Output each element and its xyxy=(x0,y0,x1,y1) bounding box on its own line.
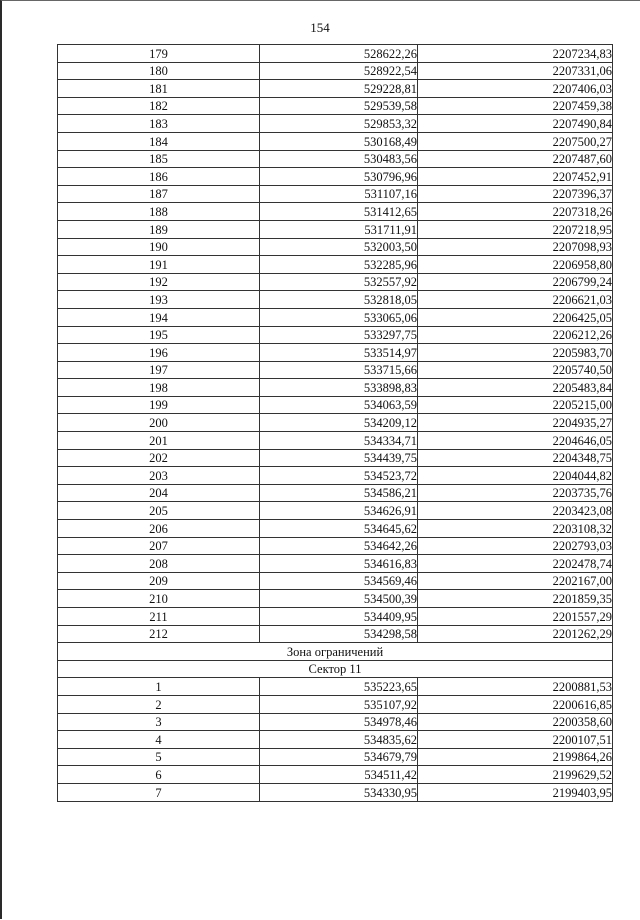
y-coordinate-cell: 2201557,29 xyxy=(418,608,613,626)
table-body-main xyxy=(58,45,613,643)
x-coordinate-cell: 533065,06 xyxy=(260,308,418,326)
table-row xyxy=(58,308,613,326)
table-row xyxy=(58,520,613,538)
y-coordinate-cell: 2202167,00 xyxy=(418,572,613,590)
x-coordinate-cell: 530796,96 xyxy=(260,168,418,186)
y-coordinate-cell: 2207396,37 xyxy=(418,185,613,203)
y-coordinate-cell: 2203735,76 xyxy=(418,484,613,502)
y-coordinate-cell: 2207487,60 xyxy=(418,150,613,168)
y-coordinate-cell: 2206799,24 xyxy=(418,273,613,291)
x-coordinate-cell: 532818,05 xyxy=(260,291,418,309)
point-number-cell: 3 xyxy=(58,713,260,731)
table-row xyxy=(58,326,613,344)
y-coordinate-cell: 2206621,03 xyxy=(418,291,613,309)
table-row xyxy=(58,80,613,98)
x-coordinate-cell: 534511,42 xyxy=(260,766,418,784)
point-number-cell: 191 xyxy=(58,256,260,274)
x-coordinate-cell: 534439,75 xyxy=(260,449,418,467)
x-coordinate-cell: 534679,79 xyxy=(260,748,418,766)
x-coordinate-cell: 534334,71 xyxy=(260,432,418,450)
table-row xyxy=(58,731,613,749)
y-coordinate-cell: 2200616,85 xyxy=(418,695,613,713)
point-number-cell: 208 xyxy=(58,555,260,573)
table-row xyxy=(58,132,613,150)
sector-title-row xyxy=(58,660,613,678)
x-coordinate-cell: 534645,62 xyxy=(260,520,418,538)
x-coordinate-cell: 534500,39 xyxy=(260,590,418,608)
point-number-cell: 207 xyxy=(58,537,260,555)
table-body-sector xyxy=(58,678,613,801)
point-number-cell: 197 xyxy=(58,361,260,379)
y-coordinate-cell: 2207218,95 xyxy=(418,220,613,238)
x-coordinate-cell: 534523,72 xyxy=(260,467,418,485)
table-section-headers xyxy=(58,643,613,678)
point-number-cell: 196 xyxy=(58,344,260,362)
table-row xyxy=(58,150,613,168)
table-row xyxy=(58,256,613,274)
x-coordinate-cell: 529539,58 xyxy=(260,97,418,115)
y-coordinate-cell: 2206958,80 xyxy=(418,256,613,274)
x-coordinate-cell: 534298,58 xyxy=(260,625,418,643)
x-coordinate-cell: 533297,75 xyxy=(260,326,418,344)
x-coordinate-cell: 529228,81 xyxy=(260,80,418,98)
point-number-cell: 203 xyxy=(58,467,260,485)
table-row xyxy=(58,678,613,696)
x-coordinate-cell: 531711,91 xyxy=(260,220,418,238)
table-row xyxy=(58,238,613,256)
y-coordinate-cell: 2207500,27 xyxy=(418,132,613,150)
zone-title: Зона ограничений xyxy=(58,643,613,661)
y-coordinate-cell: 2207318,26 xyxy=(418,203,613,221)
x-coordinate-cell: 534835,62 xyxy=(260,731,418,749)
x-coordinate-cell: 529853,32 xyxy=(260,115,418,133)
point-number-cell: 205 xyxy=(58,502,260,520)
y-coordinate-cell: 2204348,75 xyxy=(418,449,613,467)
point-number-cell: 212 xyxy=(58,625,260,643)
table-row xyxy=(58,748,613,766)
x-coordinate-cell: 531412,65 xyxy=(260,203,418,221)
point-number-cell: 189 xyxy=(58,220,260,238)
point-number-cell: 199 xyxy=(58,396,260,414)
x-coordinate-cell: 534616,83 xyxy=(260,555,418,573)
y-coordinate-cell: 2204044,82 xyxy=(418,467,613,485)
table-row xyxy=(58,713,613,731)
y-coordinate-cell: 2203423,08 xyxy=(418,502,613,520)
x-coordinate-cell: 532557,92 xyxy=(260,273,418,291)
point-number-cell: 210 xyxy=(58,590,260,608)
x-coordinate-cell: 528922,54 xyxy=(260,62,418,80)
point-number-cell: 186 xyxy=(58,168,260,186)
point-number-cell: 179 xyxy=(58,45,260,63)
table-row xyxy=(58,502,613,520)
table-row xyxy=(58,361,613,379)
y-coordinate-cell: 2201859,35 xyxy=(418,590,613,608)
y-coordinate-cell: 2205740,50 xyxy=(418,361,613,379)
table-row xyxy=(58,766,613,784)
table-row xyxy=(58,291,613,309)
x-coordinate-cell: 531107,16 xyxy=(260,185,418,203)
x-coordinate-cell: 533898,83 xyxy=(260,379,418,397)
table-row xyxy=(58,414,613,432)
point-number-cell: 187 xyxy=(58,185,260,203)
table-row xyxy=(58,537,613,555)
y-coordinate-cell: 2207234,83 xyxy=(418,45,613,63)
point-number-cell: 7 xyxy=(58,783,260,801)
y-coordinate-cell: 2207490,84 xyxy=(418,115,613,133)
point-number-cell: 4 xyxy=(58,731,260,749)
x-coordinate-cell: 532285,96 xyxy=(260,256,418,274)
point-number-cell: 2 xyxy=(58,695,260,713)
x-coordinate-cell: 535107,92 xyxy=(260,695,418,713)
y-coordinate-cell: 2207459,38 xyxy=(418,97,613,115)
point-number-cell: 195 xyxy=(58,326,260,344)
point-number-cell: 193 xyxy=(58,291,260,309)
coordinates-table xyxy=(57,44,613,802)
y-coordinate-cell: 2207406,03 xyxy=(418,80,613,98)
table-row xyxy=(58,115,613,133)
y-coordinate-cell: 2205483,84 xyxy=(418,379,613,397)
point-number-cell: 206 xyxy=(58,520,260,538)
table-row xyxy=(58,590,613,608)
x-coordinate-cell: 530483,56 xyxy=(260,150,418,168)
x-coordinate-cell: 535223,65 xyxy=(260,678,418,696)
point-number-cell: 188 xyxy=(58,203,260,221)
table-row xyxy=(58,379,613,397)
table-row xyxy=(58,62,613,80)
y-coordinate-cell: 2200881,53 xyxy=(418,678,613,696)
point-number-cell: 181 xyxy=(58,80,260,98)
x-coordinate-cell: 532003,50 xyxy=(260,238,418,256)
y-coordinate-cell: 2207098,93 xyxy=(418,238,613,256)
table-row xyxy=(58,467,613,485)
x-coordinate-cell: 534642,26 xyxy=(260,537,418,555)
table-row xyxy=(58,97,613,115)
zone-title-row xyxy=(58,643,613,661)
point-number-cell: 194 xyxy=(58,308,260,326)
point-number-cell: 201 xyxy=(58,432,260,450)
y-coordinate-cell: 2201262,29 xyxy=(418,625,613,643)
table-row xyxy=(58,625,613,643)
point-number-cell: 184 xyxy=(58,132,260,150)
x-coordinate-cell: 534330,95 xyxy=(260,783,418,801)
point-number-cell: 200 xyxy=(58,414,260,432)
y-coordinate-cell: 2199864,26 xyxy=(418,748,613,766)
x-coordinate-cell: 534569,46 xyxy=(260,572,418,590)
point-number-cell: 185 xyxy=(58,150,260,168)
point-number-cell: 6 xyxy=(58,766,260,784)
y-coordinate-cell: 2206212,26 xyxy=(418,326,613,344)
x-coordinate-cell: 534063,59 xyxy=(260,396,418,414)
y-coordinate-cell: 2207331,06 xyxy=(418,62,613,80)
x-coordinate-cell: 534209,12 xyxy=(260,414,418,432)
table-row xyxy=(58,484,613,502)
table-row xyxy=(58,555,613,573)
point-number-cell: 182 xyxy=(58,97,260,115)
point-number-cell: 204 xyxy=(58,484,260,502)
point-number-cell: 202 xyxy=(58,449,260,467)
y-coordinate-cell: 2199403,95 xyxy=(418,783,613,801)
table-row xyxy=(58,432,613,450)
point-number-cell: 211 xyxy=(58,608,260,626)
x-coordinate-cell: 534978,46 xyxy=(260,713,418,731)
x-coordinate-cell: 528622,26 xyxy=(260,45,418,63)
point-number-cell: 5 xyxy=(58,748,260,766)
point-number-cell: 198 xyxy=(58,379,260,397)
x-coordinate-cell: 533514,97 xyxy=(260,344,418,362)
point-number-cell: 192 xyxy=(58,273,260,291)
x-coordinate-cell: 534586,21 xyxy=(260,484,418,502)
y-coordinate-cell: 2205215,00 xyxy=(418,396,613,414)
point-number-cell: 190 xyxy=(58,238,260,256)
table-row xyxy=(58,783,613,801)
table-row xyxy=(58,168,613,186)
table-row xyxy=(58,185,613,203)
y-coordinate-cell: 2204646,05 xyxy=(418,432,613,450)
point-number-cell: 183 xyxy=(58,115,260,133)
y-coordinate-cell: 2202478,74 xyxy=(418,555,613,573)
point-number-cell: 1 xyxy=(58,678,260,696)
table-row xyxy=(58,203,613,221)
y-coordinate-cell: 2206425,05 xyxy=(418,308,613,326)
y-coordinate-cell: 2207452,91 xyxy=(418,168,613,186)
x-coordinate-cell: 534626,91 xyxy=(260,502,418,520)
table-row xyxy=(58,695,613,713)
table-row xyxy=(58,45,613,63)
y-coordinate-cell: 2204935,27 xyxy=(418,414,613,432)
y-coordinate-cell: 2203108,32 xyxy=(418,520,613,538)
y-coordinate-cell: 2199629,52 xyxy=(418,766,613,784)
point-number-cell: 180 xyxy=(58,62,260,80)
table-row xyxy=(58,449,613,467)
table-row xyxy=(58,344,613,362)
page-number: 154 xyxy=(310,20,330,35)
table-row xyxy=(58,273,613,291)
y-coordinate-cell: 2202793,03 xyxy=(418,537,613,555)
y-coordinate-cell: 2200358,60 xyxy=(418,713,613,731)
x-coordinate-cell: 534409,95 xyxy=(260,608,418,626)
point-number-cell: 209 xyxy=(58,572,260,590)
x-coordinate-cell: 533715,66 xyxy=(260,361,418,379)
table-row xyxy=(58,220,613,238)
table-row xyxy=(58,572,613,590)
table-row xyxy=(58,396,613,414)
y-coordinate-cell: 2205983,70 xyxy=(418,344,613,362)
table-row xyxy=(58,608,613,626)
y-coordinate-cell: 2200107,51 xyxy=(418,731,613,749)
sector-title: Сектор 11 xyxy=(58,660,613,678)
x-coordinate-cell: 530168,49 xyxy=(260,132,418,150)
